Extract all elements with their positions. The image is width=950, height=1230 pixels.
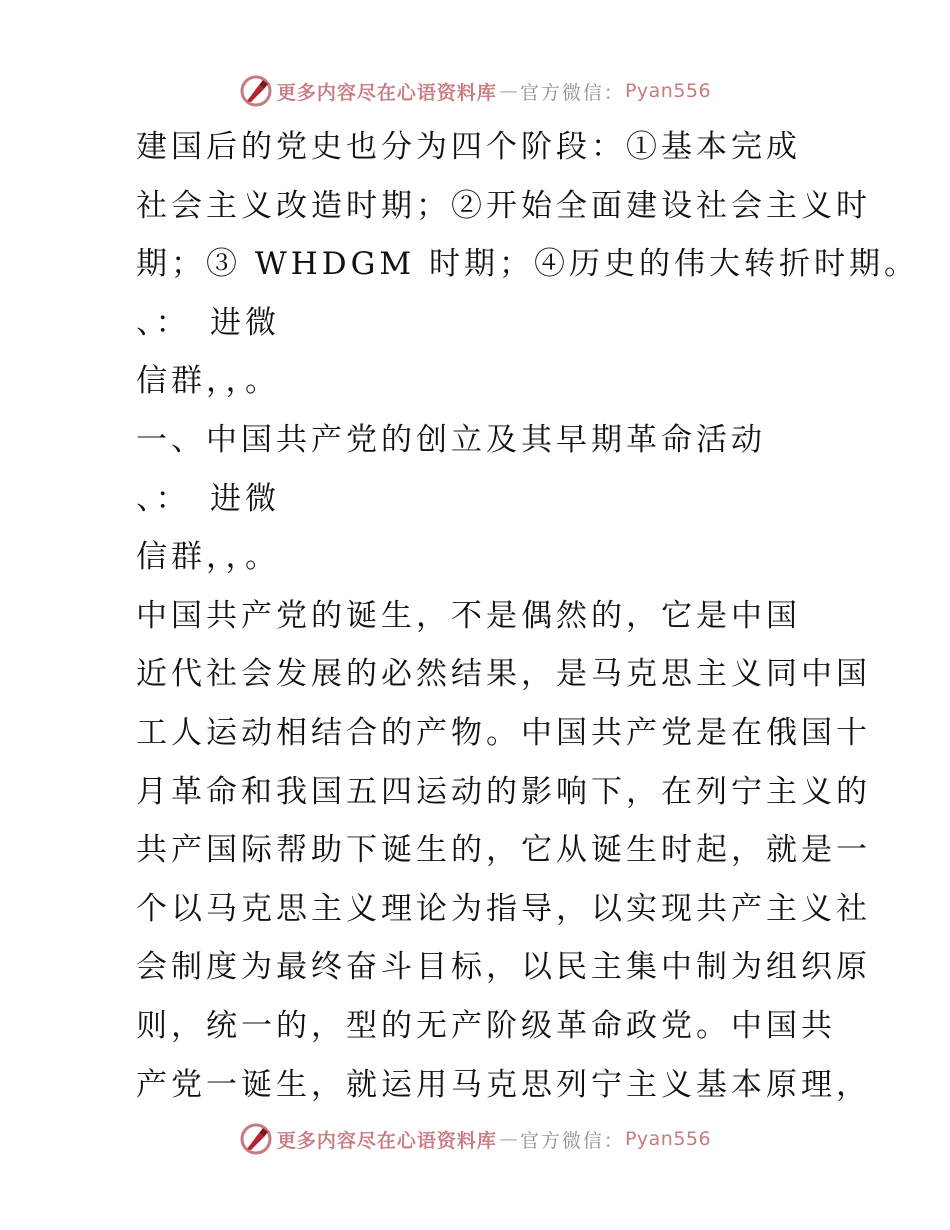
document-body — [136, 118, 919, 1114]
text-line: 中国共产党的诞生，不是偶然的，它是中国 — [136, 597, 801, 634]
text-line: 工人运动相结合的产物。中国共产党是在俄国十 — [136, 714, 871, 751]
text-line: 信群，，。 — [136, 363, 280, 400]
watermark-wechat-id: Pyan556 — [624, 1128, 712, 1150]
text-line: 月革命和我国五四运动的影响下，在列宁主义的 — [136, 773, 871, 810]
header-watermark — [0, 71, 950, 111]
text-line: 、： 进微 — [136, 480, 280, 517]
text-line: 个以马克思主义理论为指导，以实现共产主义社 — [136, 890, 871, 927]
text-line: 共产国际帮助下诞生的，它从诞生时起，就是一 — [136, 832, 871, 869]
watermark-official-label: 官方微信： — [519, 1129, 625, 1152]
text-line: 近代社会发展的必然结果，是马克思主义同中国 — [136, 656, 871, 693]
footer-watermark — [0, 1119, 950, 1159]
watermark-dash: — — [498, 1128, 518, 1150]
text-line: 产党一诞生，就运用马克思列宁主义基本原理， — [136, 1066, 871, 1103]
text-line: 、： 进微 — [136, 304, 280, 341]
text-line: 信群，，。 — [136, 539, 280, 576]
watermark-main-text: 更多内容尽在心语资料库 — [276, 1129, 497, 1152]
watermark-wechat-id: Pyan556 — [624, 80, 712, 102]
text-line: 社会主义改造时期；②开始全面建设社会主义时 — [136, 187, 871, 224]
watermark-main-text: 更多内容尽在心语资料库 — [276, 81, 497, 104]
pen-nib-logo-icon — [239, 74, 273, 108]
watermark-official-label: 官方微信： — [519, 81, 625, 104]
watermark-dash: — — [498, 80, 518, 102]
section-heading: 一、中国共产党的创立及其早期革命活动 — [136, 421, 766, 458]
text-line: 期；③ WHDGM 时期；④历史的伟大转折时期。 — [136, 246, 919, 283]
text-line: 则，统一的，型的无产阶级革命政党。中国共 — [136, 1007, 836, 1044]
text-line: 建国后的党史也分为四个阶段：①基本完成 — [136, 129, 801, 165]
text-line: 会制度为最终奋斗目标，以民主集中制为组织原 — [136, 949, 871, 986]
pen-nib-logo-icon — [239, 1122, 273, 1156]
